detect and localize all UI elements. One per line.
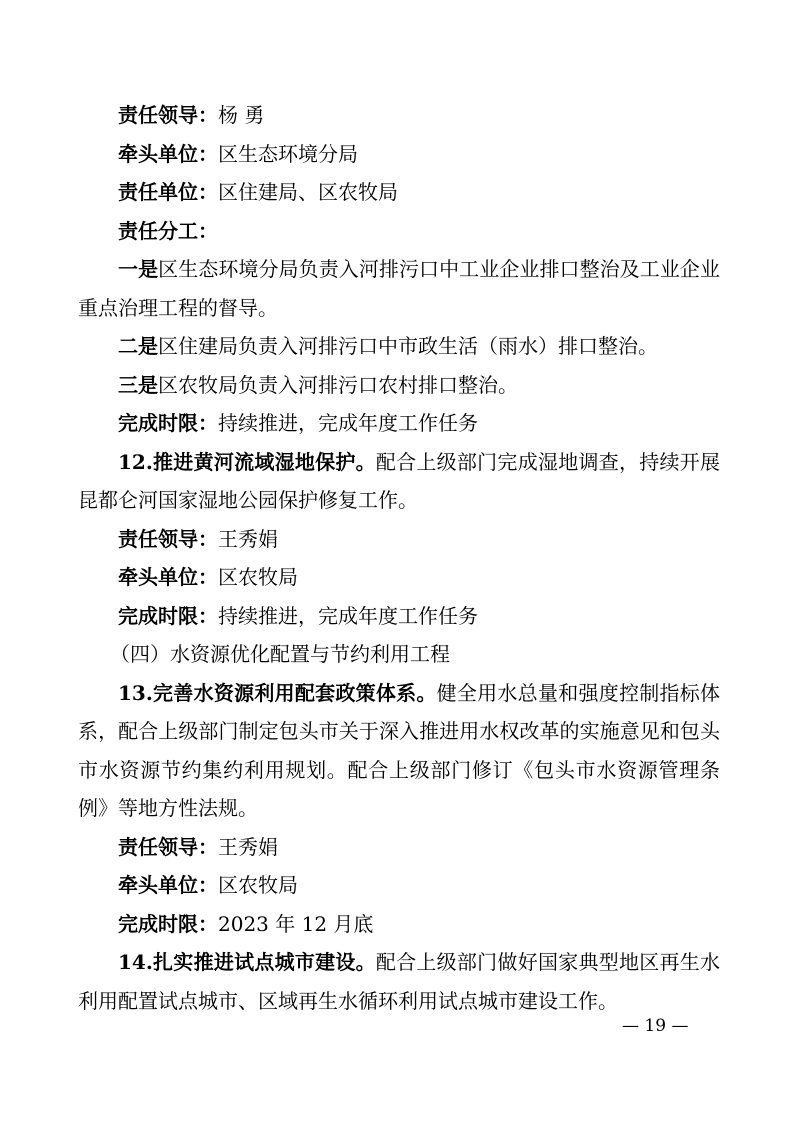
task-number: 13. [118,680,153,705]
field-value: 持续推进，完成年度工作任务 [218,411,478,435]
field-value: 杨 勇 [218,103,265,127]
task-title: 推进黄河流域湿地保护。 [152,449,376,474]
item-label: 三是 [118,372,158,397]
field-value: 王秀娟 [218,834,278,859]
lead-unit-line [78,866,720,905]
field-value: 区农牧局 [218,565,298,589]
deadline-line [78,404,720,443]
field-value: 区农牧局 [218,873,298,897]
task-text: 健全用水总量和强度控制指标体系，配合上级部门制定包头市关于深入推进用水权改革的实施意见和包头市水资源节约集约利用规划。配合上级部门修订《包头市水资源管理条例》等地方性法规。 [78,680,721,820]
responsible-leader-line [78,96,720,135]
duty-item-1 [78,250,720,327]
item-text: 区农牧局负责入河排污口农村排口整治。 [158,372,518,397]
field-label: 责任分工： [118,218,218,243]
field-value: 区生态环境分局 [218,141,358,166]
field-value: 持续推进，完成年度工作任务 [218,603,478,628]
field-label: 责任单位： [118,180,218,204]
field-label: 责任领导： [118,526,218,551]
field-label: 完成时限： [118,911,218,936]
task-number: 12. [118,449,153,474]
field-value: 王秀娟 [218,526,278,551]
field-label: 牵头单位： [118,141,218,166]
division-of-duties-line [78,212,720,251]
deadline-line [78,905,720,944]
task-title: 完善水资源利用配套政策体系。 [152,680,437,705]
task-14-paragraph [78,943,720,1020]
task-text: 配合上级部门完成湿地调查，持续开展昆都仑河国家湿地公园保护修复工作。 [78,449,721,512]
document-page [78,96,720,1020]
responsible-unit-line [78,173,720,212]
field-label: 责任领导： [118,834,218,859]
responsible-leader-line [78,520,720,559]
item-text: 区生态环境分局负责入河排污口中工业企业排口整治及工业企业重点治理工程的督导。 [78,257,721,320]
duty-item-2 [78,327,720,366]
deadline-line [78,597,720,636]
lead-unit-line [78,558,720,597]
responsible-leader-line [78,828,720,867]
lead-unit-line [78,135,720,174]
task-number: 14. [118,950,153,974]
item-label: 一是 [118,257,159,281]
field-value: 区住建局、区农牧局 [218,180,398,204]
page-number: — 19 — [622,1016,689,1036]
field-label: 完成时限： [118,603,218,628]
item-text: 区住建局负责入河排污口中市政生活（雨水）排口整治。 [158,334,658,358]
item-label: 二是 [118,334,158,358]
field-label: 责任领导： [118,103,218,127]
field-label: 完成时限： [118,411,218,435]
field-label: 牵头单位： [118,873,218,897]
task-text: 配合上级部门做好国家典型地区再生水利用配置试点城市、区域再生水循环利用试点城市建设工作。 [78,950,721,1013]
field-value: 2023 年 12 月底 [218,911,374,936]
field-label: 牵头单位： [118,565,218,589]
section-heading: （四）水资源优化配置与节约利用工程 [110,642,450,666]
task-13-paragraph [78,674,720,828]
task-title: 扎实推进试点城市建设。 [152,950,376,974]
task-12-paragraph [78,443,720,520]
duty-item-3 [78,366,720,405]
